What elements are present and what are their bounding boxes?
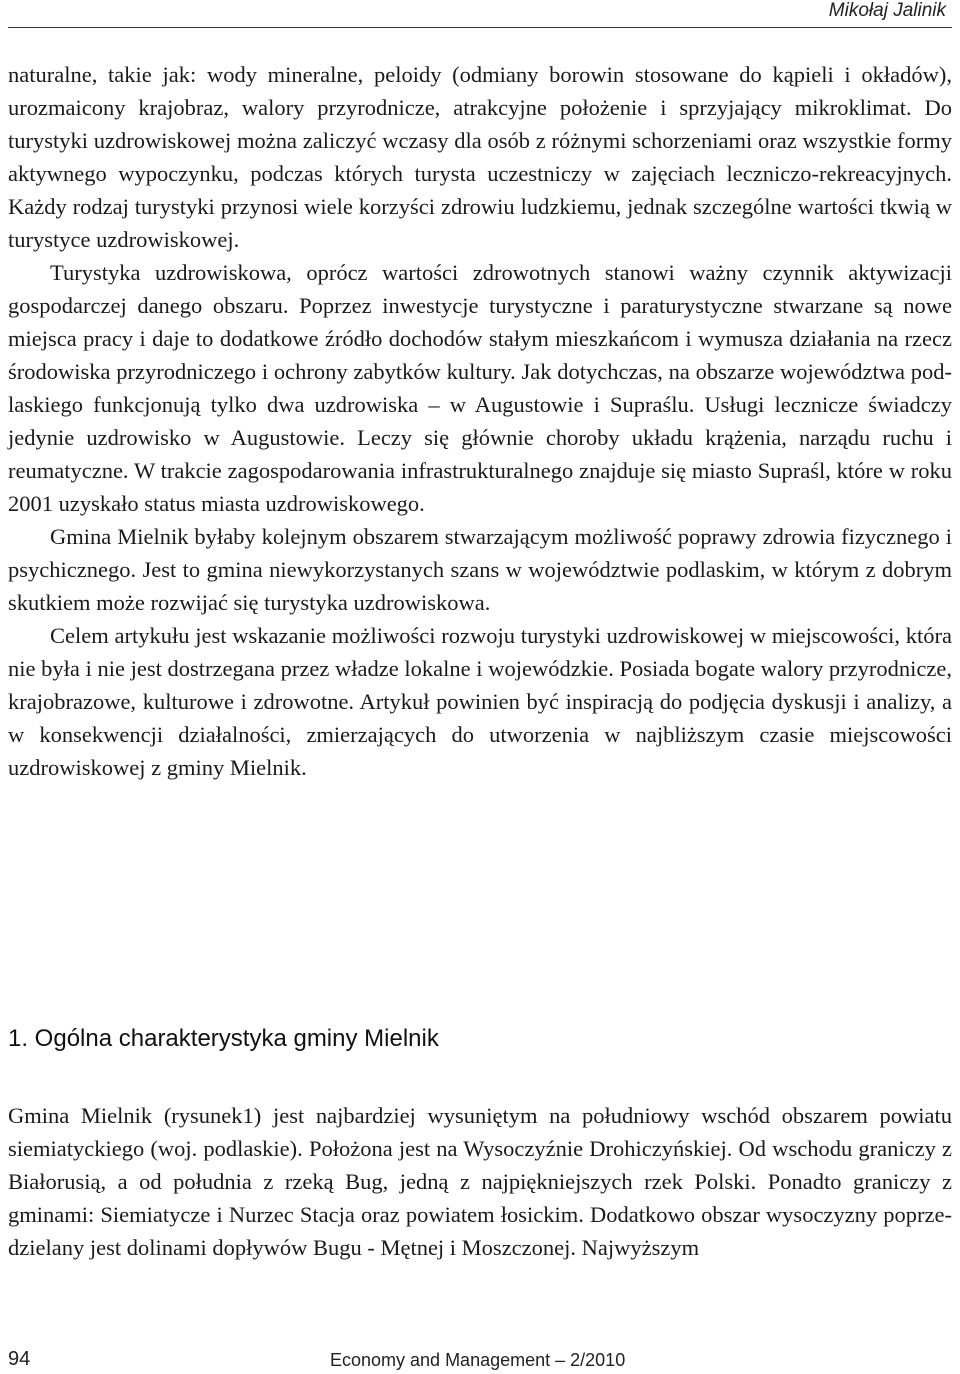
section-text-block: [8, 1099, 952, 1264]
paragraph-article-aim: Celem artykułu jest wskazanie możliwości rozwoju turystyki uzdrowiskowej w miejscowości, która nie była i nie jest dostrzegana przez władze lokalne i wojewódzkie. Posiada bogate walory przyrodnicze, krajobrazowe, kulturowe i zdrowotne. Artykuł powinien być inspiracją do podjęcia dyskusji i analizy, a w konsekwencji działalności, zmierzających do utworzenia w najbliższym czasie miejscowości uzdrowiskowej z gminy Mielnik.: [8, 623, 952, 780]
running-head-author: Mikołaj Jalinik: [828, 0, 946, 21]
paragraph-economic-value: Turystyka uzdrowiskowa, oprócz wartości zdrowotnych stanowi ważny czynnik aktywizacji gospodarczej danego obszaru. Poprzez inwestycje turystyczne i paraturystyczne stwarzane są nowe miejsca pracy i daje to dodatkowe źródło dochodów stałym mieszkańcom i wymusza działania na rzecz środowiska przyrodniczego i ochrony zabytków kultury. Jak dotychczas, na obszarze województwa podlaskiego funkcjonują tylko dwa uzdrowiska – w Augustowie i Supraślu. Usługi lecznicze świadczy jedynie uzdrowisko w Augustowie. Leczy się głównie choroby układu krążenia, narządu ruchu i reumatyczne. W trakcie zagospodarowania infrastrukturalnego znajduje się miasto Supraśl, które w roku 2001 uzyskało status miasta uzdrowiskowego.: [8, 260, 952, 516]
paragraph-mielnik-characteristics: Gmina Mielnik (rysunek1) jest najbardziej wysuniętym na południowy wschód obszarem powiatu siemiatyckiego (woj. podlaskie). Położona jest na Wysoczyźnie Drohiczyńskiej. Od wschodu graniczy z Białorusią, a od południa z rzeką Bug, jedną z najpiękniejszych rzek Polski. Ponadto graniczy z gminami: Siemiatycze i Nurzec Stacja oraz powiatem łosickim. Dodatkowo obszar wysoczyzny poprzedzielany jest dolinami dopływów Bugu - Mętnej i Moszczonej. Najwyższym: [8, 1103, 952, 1260]
journal-info: Economy and Management – 2/2010: [330, 1350, 626, 1370]
paragraph-spa-resources: naturalne, takie jak: wody mineralne, peloidy (odmiany borowin stosowane do kąpieli i okładów), urozmaicony krajobraz, walory przyrodnicze, atrakcyjne położenie i sprzyjający mikroklimat. Do turystyki uzdrowiskowej można zaliczyć wczasy dla osób z różnymi schorzeniami oraz wszystkie formy aktywnego wypoczynku, podczas których turysta uczestniczy w zajęciach leczniczo-rekreacyjnych. Każdy rodzaj turystyki przynosi wiele korzyści zdrowiu ludzkiemu, jednak szczególne wartości tkwią w turystyce uzdrowiskowej.: [8, 62, 952, 252]
paragraph-mielnik-opportunity: Gmina Mielnik byłaby kolejnym obszarem stwarzającym możliwość poprawy zdrowia fizycznego i psychicznego. Jest to gmina niewykorzystanych szans w województwie podlaskim, w którym z dobrym skutkiem może rozwijać się turystyka uzdrowiskowa.: [8, 524, 952, 615]
intro-text-block: [8, 58, 952, 784]
page-number: 94: [8, 1348, 31, 1370]
header-rule: [8, 27, 952, 28]
section-heading: 1. Ogólna charakterystyka gminy Mielnik: [8, 1025, 439, 1052]
